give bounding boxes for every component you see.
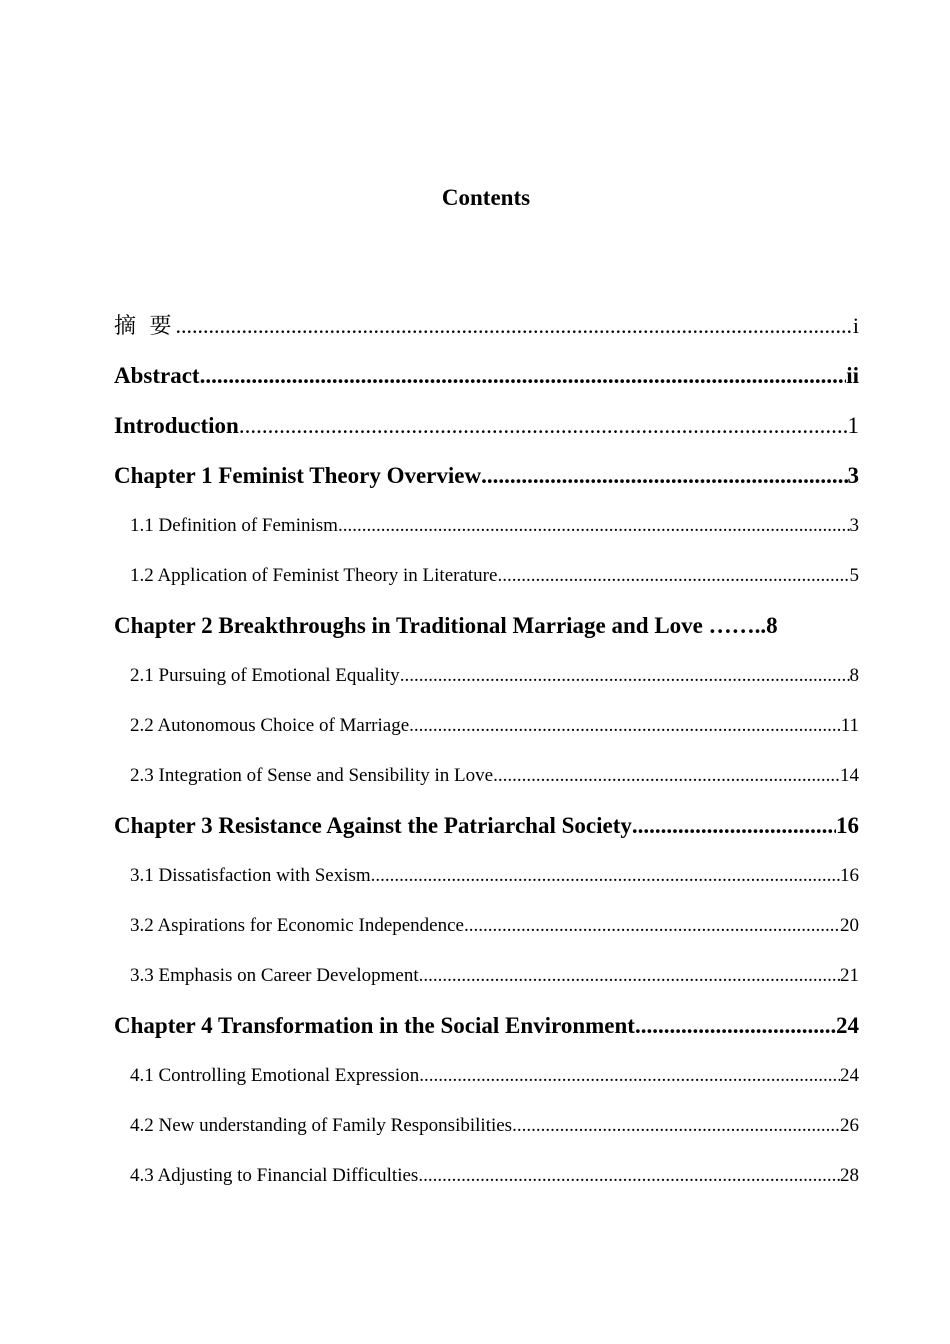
toc-entry-chapter-4[interactable] [114,1011,859,1061]
toc-entry-chapter-1[interactable] [114,461,859,511]
toc-leader-dots [632,811,836,841]
toc-entry-page: 8 [849,665,859,686]
toc-entry-page: 3 [849,515,859,536]
page-title: Contents [441,185,531,210]
toc-entry-section-3-3[interactable] [114,961,859,1011]
toc-leader-dots [200,361,847,391]
toc-entry-label: 3.2 Aspirations for Economic Independence [130,915,464,936]
toc-leader-dots [338,511,850,541]
toc-entry-page: 16 [836,813,859,838]
toc-leader-dots [239,411,848,441]
toc-entry-page: 5 [849,565,859,586]
toc-leader-dots [481,461,847,491]
toc-leader-dots [497,561,849,591]
toc-entry-page: 20 [840,915,859,936]
toc-entry-page: 24 [840,1065,859,1086]
toc-entry-label: 4.3 Adjusting to Financial Difficulties [130,1165,419,1186]
toc-entry-label: Chapter 2 Breakthroughs in Traditional Marriage and Love …….. [114,613,767,638]
toc-entry-label: Introduction [114,413,239,438]
toc-entry-label: 3.1 Dissatisfaction with Sexism [130,865,371,886]
toc-entry-section-3-1[interactable] [114,861,859,911]
toc-entry-page: 3 [847,463,859,488]
toc-entry-label: 摘 要 [114,313,176,338]
toc-entry-section-3-2[interactable] [114,911,859,961]
toc-entry-page: i [852,313,859,338]
toc-entry-chapter-3[interactable] [114,811,859,861]
toc-entry-label: 1.2 Application of Feminist Theory in Literature [130,565,498,586]
toc-entry-introduction[interactable] [114,411,859,461]
toc-entry-label: 1.1 Definition of Feminism [130,515,338,536]
toc-entry-page: 14 [840,765,859,786]
toc-leader-dots [371,861,840,891]
toc-entry-section-2-1[interactable] [114,661,859,711]
toc-entry-label: 2.1 Pursuing of Emotional Equality [130,665,400,686]
toc-entry-page: 11 [840,715,859,736]
toc-leader-dots [409,711,841,741]
toc-leader-dots [176,311,853,341]
toc-entry-section-1-1[interactable] [114,511,859,561]
toc-leader-dots [464,911,840,941]
toc-entry-page: 21 [840,965,859,986]
toc-leader-dots [418,1161,840,1191]
toc-leader-dots [493,761,840,791]
toc-entry-label: Chapter 4 Transformation in the Social Environment [114,1013,635,1038]
toc-leader-dots [635,1011,836,1041]
toc-entry-label: 4.2 New understanding of Family Responsibilities [130,1115,513,1136]
toc-entry-label: Chapter 3 Resistance Against the Patriarchal Society [114,813,632,838]
toc-leader-dots [419,961,840,991]
toc-entry-label: 4.1 Controlling Emotional Expression [130,1065,420,1086]
toc-entry-label: Chapter 1 Feminist Theory Overview [114,463,482,488]
toc-entry-label: Abstract [114,363,200,388]
toc-entry-abstract-chinese[interactable] [114,311,859,361]
toc-leader-dots [419,1061,840,1091]
toc-entry-label: 2.3 Integration of Sense and Sensibility in Love [130,765,494,786]
toc-entry-label: 3.3 Emphasis on Career Development [130,965,419,986]
toc-entry-page: 28 [840,1165,859,1186]
toc-entry-section-4-1[interactable] [114,1061,859,1111]
table-of-contents [114,311,859,1211]
toc-entry-section-1-2[interactable] [114,561,859,611]
toc-leader-dots [400,661,850,691]
toc-entry-page: 24 [836,1013,859,1038]
toc-entry-page: 16 [840,865,859,886]
toc-entry-section-4-2[interactable] [114,1111,859,1161]
toc-entry-abstract[interactable] [114,361,859,411]
toc-entry-section-2-2[interactable] [114,711,859,761]
toc-entry-section-4-3[interactable] [114,1161,859,1211]
toc-entry-label: 2.2 Autonomous Choice of Marriage [130,715,410,736]
toc-entry-page: 8 [766,613,778,638]
toc-entry-page: 1 [847,413,859,438]
toc-entry-page: ii [846,363,859,388]
toc-entry-chapter-2[interactable] [114,611,859,661]
toc-leader-dots [512,1111,840,1141]
toc-entry-section-2-3[interactable] [114,761,859,811]
toc-entry-page: 26 [840,1115,859,1136]
